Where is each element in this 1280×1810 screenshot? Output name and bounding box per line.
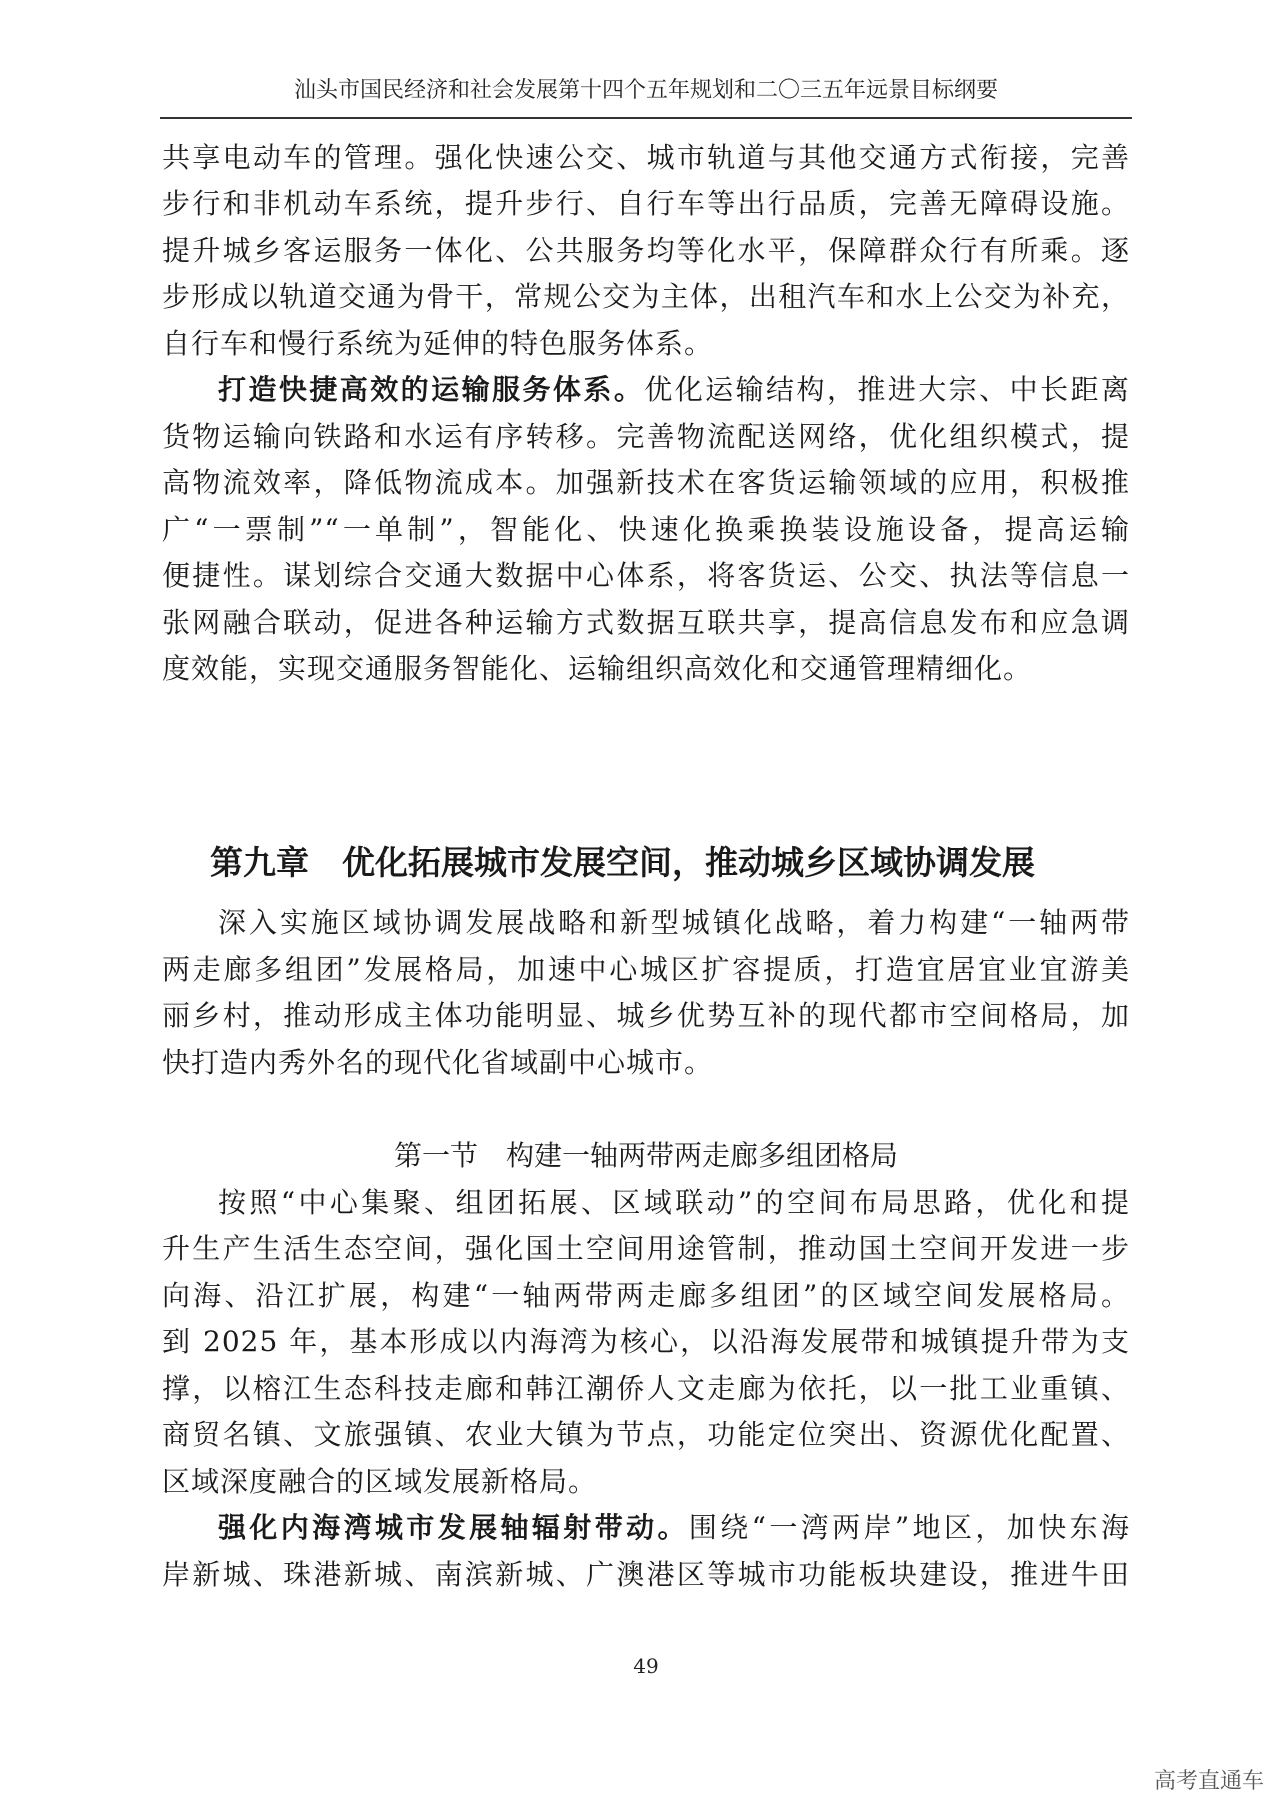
body-line: 商贸名镇、文旅强镇、农业大镇为节点，功能定位突出、资源优化配置、: [162, 1418, 1130, 1451]
chapter-title: 第九章 优化拓展城市发展空间，推动城乡区域协调发展: [210, 843, 1035, 882]
section-title: 第一节 构建一轴两带两走廊多组团格局: [393, 1139, 898, 1172]
body-line: 向海、沿江扩展，构建“一轴两带两走廊多组团”的区域空间发展格局。: [162, 1279, 1130, 1312]
header-rule: [160, 117, 1132, 119]
body-line: 快打造内秀外名的现代化省域副中心城市。: [162, 1046, 714, 1079]
body-line: 两走廊多组团”发展格局，加速中心城区扩容提质，打造宜居宜业宜游美: [162, 953, 1130, 986]
bold-lead-phrase: 打造快捷高效的运输服务体系。: [218, 373, 645, 406]
body-line: 度效能，实现交通服务智能化、运输组织高效化和交通管理精细化。: [162, 652, 1033, 685]
body-line: 自行车和慢行系统为延伸的特色服务体系。: [162, 327, 714, 360]
body-line: 区域深度融合的区域发展新格局。: [162, 1465, 598, 1498]
body-line: 到 2025 年，基本形成以内海湾为核心，以沿海发展带和城镇提升带为支: [162, 1325, 1130, 1358]
body-line: 丽乡村，推动形成主体功能明显、城乡优势互补的现代都市空间格局，加: [162, 999, 1130, 1032]
body-line: 按照“中心集聚、组团拓展、区域联动”的空间布局思路，优化和提: [218, 1186, 1130, 1219]
body-line: 广“一票制”“一单制”，智能化、快速化换乘换装设施设备，提高运输: [162, 513, 1130, 546]
paragraph-first-line: [218, 1507, 1130, 1549]
body-line: 便捷性。谋划综合交通大数据中心体系，将客货运、公交、执法等信息一: [162, 559, 1130, 592]
body-line: 步形成以轨道交通为骨干，常规公交为主体，出租汽车和水上公交为补充，: [162, 280, 1130, 313]
body-text: 围绕“一湾两岸”地区，加快东海: [688, 1511, 1130, 1544]
body-line: 深入实施区域协调发展战略和新型城镇化战略，着力构建“一轴两带: [218, 906, 1130, 939]
body-text: 优化运输结构，推进大宗、中长距离: [644, 373, 1130, 406]
body-line: 升生产生活生态空间，强化国土空间用途管制，推动国土空间开发进一步: [162, 1232, 1130, 1265]
paragraph-first-line: [218, 369, 1130, 411]
body-line: 岸新城、珠港新城、南滨新城、广澳港区等城市功能板块建设，推进牛田: [162, 1558, 1130, 1591]
body-line: 撑，以榕江生态科技走廊和韩江潮侨人文走廊为依托，以一批工业重镇、: [162, 1372, 1130, 1405]
page-number: 49: [633, 1654, 659, 1678]
body-line: 货物运输向铁路和水运有序转移。完善物流配送网络，优化组织模式，提: [162, 420, 1130, 453]
body-line: 步行和非机动车系统，提升步行、自行车等出行品质，完善无障碍设施。: [162, 187, 1130, 220]
body-line: 张网融合联动，促进各种运输方式数据互联共享，提高信息发布和应急调: [162, 606, 1130, 639]
body-line: 高物流效率，降低物流成本。加强新技术在客货运输领域的应用，积极推: [162, 466, 1130, 499]
bold-lead-phrase: 强化内海湾城市发展轴辐射带动。: [218, 1511, 689, 1544]
running-header: 汕头市国民经济和社会发展第十四个五年规划和二〇三五年远景目标纲要: [293, 78, 998, 103]
body-line: 提升城乡客运服务一体化、公共服务均等化水平，保障群众行有所乘。逐: [162, 234, 1130, 267]
watermark-text: 高考直通车: [1153, 1769, 1264, 1794]
body-line: 共享电动车的管理。强化快速公交、城市轨道与其他交通方式衔接，完善: [162, 141, 1130, 174]
